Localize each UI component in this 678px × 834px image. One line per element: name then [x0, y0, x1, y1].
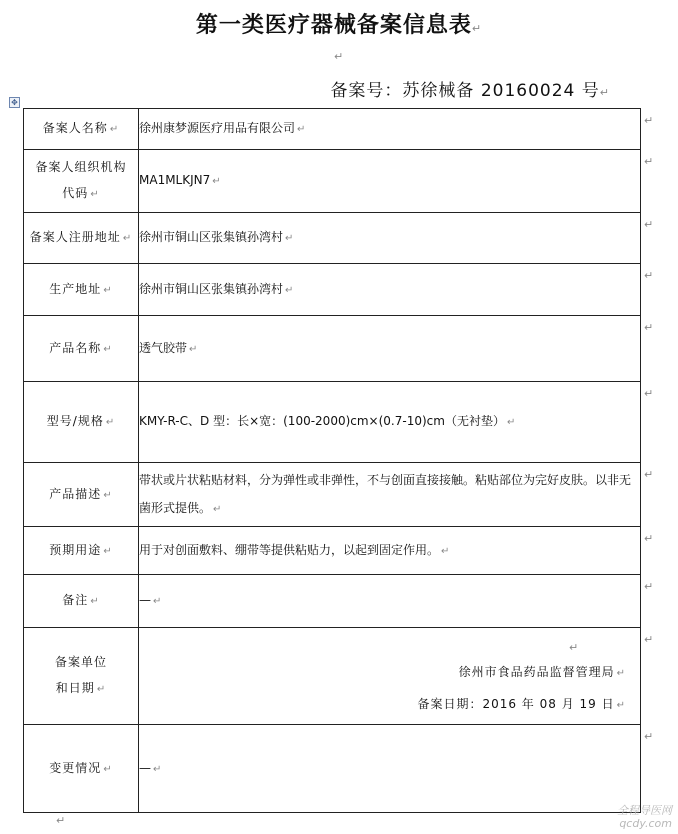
row-value: 徐州康梦源医疗用品有限公司 ↵	[139, 109, 641, 150]
paragraph-mark: ↵	[569, 641, 579, 654]
table-row	[24, 382, 641, 463]
table-row	[24, 213, 641, 264]
row-value: MA1MLKJN7 ↵	[139, 150, 641, 213]
row-label: 生产地址 ↵	[24, 264, 139, 316]
row-value: 用于对创面敷料、绷带等提供粘贴力，以起到固定作用。 ↵	[139, 527, 641, 575]
row-value: KMY-R-C、D 型：长×宽：(100-2000)cm×(0.7-10)cm（无衬垫） ↵	[139, 382, 641, 463]
table-row	[24, 463, 641, 527]
row-end-mark: ↵	[644, 387, 654, 400]
table-row	[24, 628, 641, 725]
table-row	[24, 150, 641, 213]
paragraph-mark: ↵	[334, 50, 344, 63]
row-end-mark: ↵	[644, 633, 654, 646]
row-label: 备案人注册地址 ↵	[24, 213, 139, 264]
row-end-mark: ↵	[644, 730, 654, 743]
watermark	[617, 804, 672, 830]
row-label: 产品名称 ↵	[24, 316, 139, 382]
table-row	[24, 264, 641, 316]
row-end-mark: ↵	[644, 532, 654, 545]
row-value	[139, 628, 641, 725]
table-row	[24, 527, 641, 575]
row-end-mark: ↵	[644, 580, 654, 593]
row-end-mark: ↵	[644, 114, 654, 127]
record-number-text: 备案号：苏徐械备 20160024 号	[330, 81, 600, 101]
paragraph-mark: ↵	[471, 22, 483, 35]
row-label: 备注 ↵	[24, 575, 139, 628]
page-title	[0, 8, 678, 39]
row-label: 备案人名称 ↵	[24, 109, 139, 150]
paragraph-mark: ↵	[56, 814, 66, 827]
paragraph-mark: ↵	[599, 86, 610, 99]
row-end-mark: ↵	[644, 468, 654, 481]
table-row	[24, 109, 641, 150]
title-text: 第一类医疗器械备案信息表	[195, 13, 472, 38]
table-row	[24, 725, 641, 813]
record-table	[23, 108, 641, 813]
table-row	[24, 575, 641, 628]
row-value: 带状或片状粘贴材料，分为弹性或非弹性，不与创面直接接触。粘贴部位为完好皮肤。以非无菌形式提供。 ↵	[139, 463, 641, 527]
row-label: 变更情况 ↵	[24, 725, 139, 813]
row-end-mark: ↵	[644, 218, 654, 231]
row-value: — ↵	[139, 575, 641, 628]
watermark-line1: 全程导医网	[617, 804, 672, 817]
row-label: 预期用途 ↵	[24, 527, 139, 575]
row-value: 徐州市铜山区张集镇孙湾村 ↵	[139, 264, 641, 316]
table-row	[24, 316, 641, 382]
filing-organization: 徐州市食品药品监督管理局 ↵	[458, 665, 626, 679]
filing-date: 备案日期：2016 年 08 月 19 日 ↵	[417, 697, 626, 711]
watermark-line2: qcdy.com	[619, 817, 672, 830]
row-label: 备案单位 和日期 ↵	[24, 628, 139, 725]
row-value: — ↵	[139, 725, 641, 813]
row-end-mark: ↵	[644, 155, 654, 168]
row-label: 型号/规格 ↵	[24, 382, 139, 463]
table-move-handle-icon[interactable]: ✥	[9, 97, 20, 108]
row-value: 徐州市铜山区张集镇孙湾村 ↵	[139, 213, 641, 264]
row-end-mark: ↵	[644, 321, 654, 334]
row-label: 备案人组织机构 代码 ↵	[24, 150, 139, 213]
row-value: 透气胶带 ↵	[139, 316, 641, 382]
record-number	[330, 76, 610, 101]
row-end-mark: ↵	[644, 269, 654, 282]
row-label: 产品描述 ↵	[24, 463, 139, 527]
